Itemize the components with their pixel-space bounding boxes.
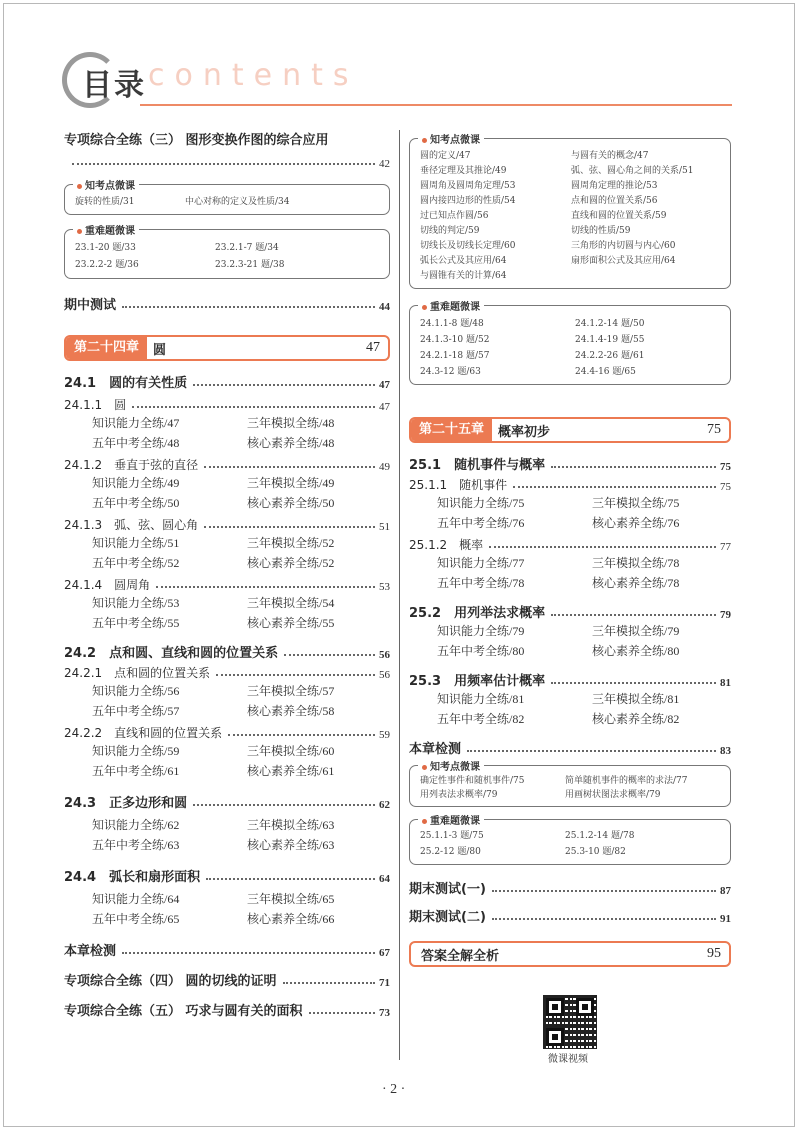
- exercise-link[interactable]: 知识能力全练/49: [92, 476, 180, 490]
- chapter-page: 47: [366, 340, 380, 355]
- exercise-row: [64, 741, 390, 761]
- dot-leader: [551, 466, 716, 468]
- exercise-row: [409, 573, 731, 593]
- entry-page: 56: [379, 649, 390, 661]
- entry-page: 53: [379, 581, 390, 593]
- chapter-25-banner[interactable]: [409, 417, 731, 443]
- entry-title: 25.1.2 概率: [409, 538, 484, 552]
- exercise-link[interactable]: 五年中考全练/55: [92, 616, 180, 630]
- entry-title: 24.2.2 直线和圆的位置关系: [64, 726, 223, 740]
- problem-item[interactable]: 25.3-10 题/82: [565, 847, 626, 857]
- problem-item[interactable]: 24.4-16 题/65: [575, 367, 636, 377]
- entry-title: 专项综合全练（四） 圆的切线的证明: [64, 974, 277, 989]
- answers-banner[interactable]: [409, 941, 731, 967]
- problem-item[interactable]: 24.1.2-14 题/50: [575, 319, 645, 329]
- exercise-row: [64, 493, 390, 513]
- exercise-link[interactable]: 核心素养全练/61: [247, 764, 335, 778]
- entry-page: 71: [379, 977, 390, 989]
- exercise-row: [64, 533, 390, 553]
- problem-item[interactable]: 24.3-12 题/63: [420, 367, 481, 377]
- toc-entry-special-5[interactable]: [64, 1001, 390, 1019]
- exercise-row: [64, 909, 390, 929]
- exercise-row: [64, 433, 390, 453]
- exercise-row: [64, 681, 390, 701]
- exercise-row: [64, 613, 390, 633]
- exercise-row: [64, 413, 390, 433]
- knowledge-microcourse-box: [409, 135, 731, 289]
- toc-entry-24-4[interactable]: [64, 867, 390, 885]
- entry-title: 25.2 用列举法求概率: [409, 606, 546, 621]
- qr-finder-pattern: [546, 1028, 564, 1046]
- entry-title: 24.4 弧长和扇形面积: [64, 870, 201, 885]
- microcourse-item[interactable]: 圆的定义/47: [420, 151, 471, 161]
- exercise-link[interactable]: 三年模拟全练/81: [592, 692, 680, 706]
- exercise-link[interactable]: 三年模拟全练/54: [247, 596, 335, 610]
- exercise-row: [64, 473, 390, 493]
- left-column: [64, 130, 390, 1019]
- exercise-link[interactable]: 五年中考全练/48: [92, 436, 180, 450]
- microcourse-item[interactable]: 直线和圆的位置关系/59: [571, 211, 667, 221]
- dot-leader: [492, 918, 716, 920]
- exercise-link[interactable]: 五年中考全练/80: [437, 644, 525, 658]
- exercise-link[interactable]: 知识能力全练/56: [92, 684, 180, 698]
- toc-entry-special-4[interactable]: [64, 971, 390, 989]
- microcourse-item[interactable]: 确定性事件和随机事件/75: [420, 776, 525, 786]
- chapter-number: 第二十四章: [66, 337, 147, 359]
- problem-item[interactable]: 25.1.1-3 题/75: [420, 831, 484, 841]
- entry-page: 62: [379, 799, 390, 811]
- entry-page: 73: [379, 1007, 390, 1019]
- exercise-link[interactable]: 知识能力全练/79: [437, 624, 525, 638]
- microcourse-item[interactable]: 与圆锥有关的计算/64: [420, 271, 507, 281]
- exercise-row: [409, 641, 731, 661]
- dot-leader: [284, 654, 375, 656]
- exercise-row: [409, 513, 731, 533]
- dot-leader: [193, 804, 375, 806]
- answers-page: 95: [707, 946, 721, 961]
- problem-item[interactable]: 24.1.4-19 题/55: [575, 335, 645, 345]
- toc-entry-special-3[interactable]: [64, 130, 390, 148]
- exercise-row: [64, 835, 390, 855]
- exercise-link[interactable]: 核心素养全练/52: [247, 556, 335, 570]
- entry-page: 87: [720, 885, 731, 897]
- entry-page: 56: [379, 669, 390, 681]
- toc-entry-24-1-2[interactable]: [64, 457, 390, 473]
- exercise-row: [409, 709, 731, 729]
- toc-entry-special-3-leader: [64, 152, 390, 170]
- microcourse-item[interactable]: 切线的性质/59: [571, 226, 631, 236]
- difficult-problem-box: [64, 226, 390, 279]
- exercise-link[interactable]: 五年中考全练/76: [437, 516, 525, 530]
- microcourse-item[interactable]: 圆内接四边形的性质/54: [420, 196, 516, 206]
- exercise-link[interactable]: 三年模拟全练/48: [247, 416, 335, 430]
- dot-leader: [204, 526, 375, 528]
- exercise-link[interactable]: 三年模拟全练/49: [247, 476, 335, 490]
- exercise-link[interactable]: 核心素养全练/55: [247, 616, 335, 630]
- header-rule: [140, 104, 732, 106]
- exercise-link[interactable]: 五年中考全练/65: [92, 912, 180, 926]
- entry-page: 47: [379, 401, 390, 413]
- microcourse-item[interactable]: 点和圆的位置关系/56: [571, 196, 658, 206]
- box-label: 知考点微课: [73, 177, 139, 192]
- dot-leader: [156, 586, 375, 588]
- exercise-row: [64, 761, 390, 781]
- box-label: 重难题微课: [418, 812, 484, 827]
- chapter-24-banner[interactable]: [64, 335, 390, 361]
- microcourse-item[interactable]: 切线长及切线长定理/60: [420, 241, 516, 251]
- dot-leader: [513, 486, 716, 488]
- exercise-link[interactable]: 核心素养全练/82: [592, 712, 680, 726]
- exercise-link[interactable]: 三年模拟全练/57: [247, 684, 335, 698]
- problem-item[interactable]: 23.2.2-2 题/36: [75, 260, 139, 270]
- box-label: 知考点微课: [418, 131, 484, 146]
- exercise-link[interactable]: 知识能力全练/81: [437, 692, 525, 706]
- problem-item[interactable]: 23.2.3-21 题/38: [215, 260, 285, 270]
- page-number: · 2 ·: [382, 1082, 406, 1097]
- exercise-row: [64, 593, 390, 613]
- chapter-title: 概率初步: [498, 424, 551, 440]
- page-title: 目录: [82, 68, 146, 103]
- entry-title: 24.3 正多边形和圆: [64, 796, 188, 811]
- microcourse-item[interactable]: 用画树状图法求概率/79: [565, 790, 661, 800]
- exercise-link[interactable]: 知识能力全练/75: [437, 496, 525, 510]
- exercise-link[interactable]: 核心素养全练/63: [247, 838, 335, 852]
- qr-caption: 微课视频: [548, 1054, 588, 1065]
- toc-entry-25-1[interactable]: [409, 455, 731, 473]
- toc-entry-25-2[interactable]: [409, 603, 731, 621]
- microcourse-item[interactable]: 弧、弦、圆心角之间的关系/51: [571, 166, 694, 176]
- toc-entry-24-1-1[interactable]: [64, 397, 390, 413]
- difficult-problem-box: [409, 302, 731, 385]
- toc-entry-24-1[interactable]: [64, 373, 390, 391]
- dot-leader: [467, 750, 716, 752]
- dot-leader: [228, 734, 375, 736]
- entry-page: 67: [379, 947, 390, 959]
- problem-item[interactable]: 24.2.1-18 题/57: [420, 351, 490, 361]
- entry-title: 24.1.2 垂直于弦的直径: [64, 458, 199, 472]
- microcourse-item[interactable]: 圆周角及圆周角定理/53: [420, 181, 516, 191]
- dot-leader: [72, 163, 375, 165]
- microcourse-item[interactable]: 弧长公式及其应用/64: [420, 256, 507, 266]
- dot-leader: [492, 890, 716, 892]
- problem-item[interactable]: 25.1.2-14 题/78: [565, 831, 635, 841]
- dot-leader: [122, 306, 375, 308]
- entry-page: 47: [379, 379, 390, 391]
- toc-entry-24-2-1[interactable]: [64, 665, 390, 681]
- microcourse-item[interactable]: 过已知点作圆/56: [420, 211, 489, 221]
- entry-page: 75: [720, 481, 731, 493]
- entry-title: 本章检测: [64, 944, 117, 959]
- exercise-row: [64, 815, 390, 835]
- exercise-link[interactable]: 五年中考全练/78: [437, 576, 525, 590]
- exercise-link[interactable]: 五年中考全练/63: [92, 838, 180, 852]
- exercise-link[interactable]: 知识能力全练/62: [92, 818, 180, 832]
- entry-page: 64: [379, 873, 390, 885]
- entry-page: 75: [720, 461, 731, 473]
- entry-page: 59: [379, 729, 390, 741]
- dot-leader: [283, 982, 375, 984]
- toc-entry-chapter-review[interactable]: [409, 739, 731, 757]
- microcourse-item[interactable]: 圆周角定理的推论/53: [571, 181, 658, 191]
- entry-page: 83: [720, 745, 731, 757]
- exercise-link[interactable]: 三年模拟全练/79: [592, 624, 680, 638]
- microcourse-item[interactable]: 三角形的内切圆与内心/60: [571, 241, 676, 251]
- problem-item[interactable]: 24.1.3-10 题/52: [420, 335, 490, 345]
- exercise-link[interactable]: 三年模拟全练/63: [247, 818, 335, 832]
- exercise-link[interactable]: 五年中考全练/52: [92, 556, 180, 570]
- entry-title: 25.1.1 随机事件: [409, 478, 508, 492]
- microcourse-item[interactable]: 与圆有关的概念/47: [571, 151, 649, 161]
- entry-title: 24.1.3 弧、弦、圆心角: [64, 518, 199, 532]
- entry-title: 期末测试(一): [409, 882, 486, 897]
- problem-item[interactable]: 25.2-12 题/80: [420, 847, 481, 857]
- exercise-link[interactable]: 三年模拟全练/52: [247, 536, 335, 550]
- microcourse-item[interactable]: 简单随机事件的概率的求法/77: [565, 776, 688, 786]
- exercise-link[interactable]: 知识能力全练/64: [92, 892, 180, 906]
- exercise-link[interactable]: 知识能力全练/47: [92, 416, 180, 430]
- microcourse-item[interactable]: 用列表法求概率/79: [420, 790, 498, 800]
- exercise-row: [409, 621, 731, 641]
- exercise-link[interactable]: 知识能力全练/51: [92, 536, 180, 550]
- knowledge-microcourse-box: [64, 181, 390, 215]
- entry-page: 91: [720, 913, 731, 925]
- qr-code-icon[interactable]: [543, 995, 597, 1049]
- microcourse-item[interactable]: 垂径定理及其推论/49: [420, 166, 507, 176]
- exercise-link[interactable]: 三年模拟全练/65: [247, 892, 335, 906]
- chapter-page: 75: [707, 422, 721, 437]
- entry-page: 79: [720, 609, 731, 621]
- toc-entry-24-3[interactable]: [64, 793, 390, 811]
- entry-page: 49: [379, 461, 390, 473]
- entry-title: 24.1.1 圆: [64, 398, 127, 412]
- dot-leader: [122, 952, 375, 954]
- entry-title: 24.2.1 点和圆的位置关系: [64, 666, 211, 680]
- exercise-link[interactable]: 三年模拟全练/60: [247, 744, 335, 758]
- exercise-row: [64, 553, 390, 573]
- entry-page: 44: [379, 301, 390, 313]
- exercise-link[interactable]: 核心素养全练/76: [592, 516, 680, 530]
- entry-title: 24.1 圆的有关性质: [64, 376, 188, 391]
- exercise-link[interactable]: 核心素养全练/66: [247, 912, 335, 926]
- problem-item[interactable]: 24.2.2-26 题/61: [575, 351, 645, 361]
- dot-leader: [132, 406, 375, 408]
- exercise-row: [64, 889, 390, 909]
- problem-item[interactable]: 23.1-20 题/33: [75, 243, 136, 253]
- toc-entry-chapter-review[interactable]: [64, 941, 390, 959]
- dot-leader: [551, 682, 716, 684]
- exercise-link[interactable]: 知识能力全练/77: [437, 556, 525, 570]
- difficult-problem-box: [409, 816, 731, 865]
- toc-entry-24-2[interactable]: [64, 643, 390, 661]
- exercise-link[interactable]: 核心素养全练/80: [592, 644, 680, 658]
- exercise-link[interactable]: 五年中考全练/50: [92, 496, 180, 510]
- exercise-row: [409, 493, 731, 513]
- exercise-row: [64, 701, 390, 721]
- problem-item[interactable]: 23.2.1-7 题/34: [215, 243, 279, 253]
- microcourse-item[interactable]: 扇形面积公式及其应用/64: [571, 256, 676, 266]
- dot-leader: [489, 546, 716, 548]
- exercise-link[interactable]: 三年模拟全练/75: [592, 496, 680, 510]
- entry-page: 51: [379, 521, 390, 533]
- box-label: 重难题微课: [418, 298, 484, 313]
- dot-leader: [193, 384, 375, 386]
- exercise-link[interactable]: 核心素养全练/58: [247, 704, 335, 718]
- box-label: 重难题微课: [73, 222, 139, 237]
- entry-page: 81: [720, 677, 731, 689]
- toc-entry-24-1-4[interactable]: [64, 577, 390, 593]
- page-subtitle: contents: [148, 58, 359, 93]
- toc-entry-25-1-1[interactable]: [409, 477, 731, 493]
- exercise-row: [409, 553, 731, 573]
- dot-leader: [204, 466, 375, 468]
- box-label: 知考点微课: [418, 758, 484, 773]
- entry-title: 25.1 随机事件与概率: [409, 458, 546, 473]
- answers-title: 答案全解全析: [421, 948, 500, 964]
- dot-leader: [551, 614, 716, 616]
- microcourse-item[interactable]: 切线的判定/59: [420, 226, 480, 236]
- entry-title: 24.1.4 圆周角: [64, 578, 151, 592]
- microcourse-item[interactable]: 中心对称的定义及性质/34: [185, 197, 290, 207]
- entry-page: 42: [379, 158, 390, 170]
- problem-item[interactable]: 24.1.1-8 题/48: [420, 319, 484, 329]
- exercise-link[interactable]: 核心素养全练/48: [247, 436, 335, 450]
- toc-entry-24-1-3[interactable]: [64, 517, 390, 533]
- entry-title: 24.2 点和圆、直线和圆的位置关系: [64, 646, 279, 661]
- entry-title: 期中测试: [64, 298, 117, 313]
- exercise-link[interactable]: 核心素养全练/50: [247, 496, 335, 510]
- entry-title: 专项综合全练（五） 巧求与圆有关的面积: [64, 1004, 303, 1019]
- exercise-link[interactable]: 五年中考全练/57: [92, 704, 180, 718]
- exercise-link[interactable]: 五年中考全练/61: [92, 764, 180, 778]
- qr-finder-pattern: [576, 998, 594, 1016]
- exercise-link[interactable]: 知识能力全练/59: [92, 744, 180, 758]
- toc-entry-final-2[interactable]: [409, 907, 731, 925]
- toc-entry-final-1[interactable]: [409, 879, 731, 897]
- entry-title: 期末测试(二): [409, 910, 486, 925]
- chapter-title: 圆: [153, 342, 167, 358]
- exercise-link[interactable]: 五年中考全练/82: [437, 712, 525, 726]
- chapter-number: 第二十五章: [411, 419, 492, 441]
- exercise-link[interactable]: 知识能力全练/53: [92, 596, 180, 610]
- qr-finder-pattern: [546, 998, 564, 1016]
- entry-title: 本章检测: [409, 742, 462, 757]
- exercise-link[interactable]: 三年模拟全练/78: [592, 556, 680, 570]
- dot-leader: [206, 878, 375, 880]
- toc-entry-25-3[interactable]: [409, 671, 731, 689]
- toc-entry-midterm[interactable]: [64, 295, 390, 313]
- dot-leader: [216, 674, 375, 676]
- knowledge-microcourse-box: [409, 762, 731, 807]
- toc-entry-25-1-2[interactable]: [409, 537, 731, 553]
- entry-title: 25.3 用频率估计概率: [409, 674, 546, 689]
- microcourse-item[interactable]: 旋转的性质/31: [75, 197, 135, 207]
- entry-title: 专项综合全练（三） 图形变换作图的综合应用: [64, 133, 329, 148]
- entry-page: 77: [720, 541, 731, 553]
- toc-entry-24-2-2[interactable]: [64, 725, 390, 741]
- exercise-link[interactable]: 核心素养全练/78: [592, 576, 680, 590]
- exercise-row: [409, 689, 731, 709]
- dot-leader: [309, 1012, 375, 1014]
- right-column: [409, 130, 731, 967]
